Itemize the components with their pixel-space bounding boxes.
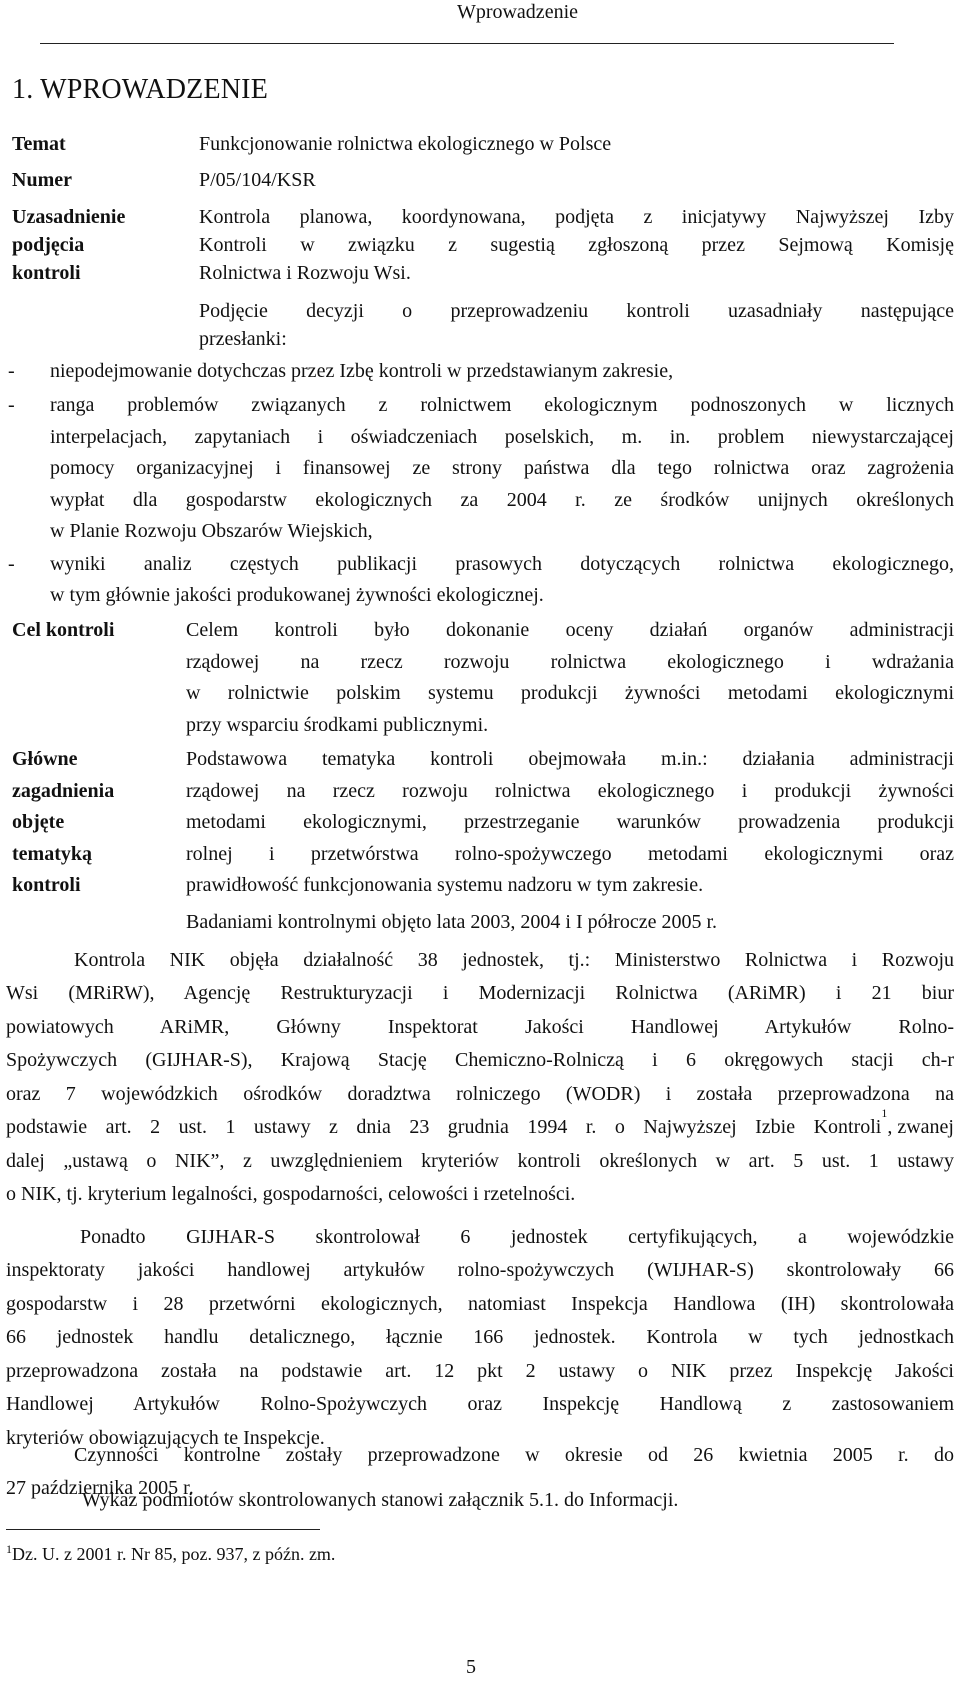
- topic-row: [12, 130, 954, 158]
- footnote-marker: 1: [6, 1542, 12, 1556]
- paragraph-line: przeprowadzona została na podstawie art. 12 pkt 2 ustawy o NIK przez Inspekcję Jakości: [6, 1360, 954, 1382]
- bullet-line: ranga problemów związanych z rolnictwem ekologicznym podnoszonych w licznych: [50, 394, 954, 416]
- bullet-line: interpelacjach, zapytaniach i oświadczeniach poselskich, m. in. problem niewystarczającej: [50, 426, 954, 448]
- paragraph-line: Handlowej Artykułów Rolno-Spożywczych oraz Inspekcję Handlową z zastosowaniem: [6, 1393, 954, 1415]
- paragraph-line: Czynności kontrolne zostały przeprowadzone w okresie od 26 kwietnia 2005 r. do: [74, 1444, 954, 1466]
- paragraph-4: Wykaz podmiotów skontrolowanych stanowi załącznik 5.1. do Informacji.: [82, 1489, 679, 1511]
- scope-label-line: Główne: [12, 748, 78, 770]
- scope-label-line: objęte: [12, 811, 65, 833]
- paragraph-line: Spożywczych (GIJHAR-S), Krajową Stację Chemiczno-Rolniczą i 6 okręgowych stacji ch-r: [6, 1049, 954, 1071]
- header-rule: [40, 43, 894, 44]
- justification-label-line: kontroli: [12, 262, 81, 284]
- premises-text-line: przesłanki:: [199, 328, 287, 350]
- bullet-line: wypłat dla gospodarstw ekologicznych za 2004 r. ze środków unijnych określonych: [50, 489, 954, 511]
- footnote-rule: [6, 1529, 320, 1530]
- scope-line: rządowej na rzecz rozwoju rolnictwa ekologicznego i produkcji żywności: [186, 780, 954, 802]
- topic-label: Temat: [12, 133, 66, 155]
- footnote-text: Dz. U. z 2001 r. Nr 85, poz. 937, z późn. zm.: [12, 1544, 336, 1564]
- objective-line: przy wsparciu środkami publicznymi.: [186, 714, 489, 736]
- number-value: P/05/104/KSR: [199, 169, 316, 191]
- paragraph-line: dalej „ustawą o NIK”, z uwzględnieniem kryteriów kontroli określonych w art. 5 ust. 1 ustawy: [6, 1150, 954, 1172]
- bullet-line: w Planie Rozwoju Obszarów Wiejskich,: [50, 520, 373, 542]
- topic-value: Funkcjonowanie rolnictwa ekologicznego w Polsce: [199, 133, 612, 155]
- objective-line: w rolnictwie polskim systemu produkcji żywności metodami ekologicznymi: [186, 682, 954, 704]
- scope-label-line: kontroli: [12, 874, 81, 896]
- bullet-dash: -: [8, 553, 15, 575]
- scope-line: Podstawowa tematyka kontroli obejmowała m.in.: działania administracji: [186, 748, 954, 770]
- paragraph-line: Wsi (MRiRW), Agencję Restrukturyzacji i Modernizacji Rolnictwa (ARiMR) i 21 biur: [6, 982, 954, 1004]
- justification-text-line: Rolnictwa i Rozwoju Wsi.: [199, 262, 411, 284]
- paragraph-line: powiatowych ARiMR, Główny Inspektorat Jakości Handlowej Artykułów Rolno-: [6, 1016, 954, 1038]
- section-title: 1. WPROWADZENIE: [12, 74, 269, 105]
- paragraph-line-with-footnote: [6, 1106, 954, 1141]
- paragraph-line: Ponadto GIJHAR-S skontrolował 6 jednostek certyfikujących, a wojewódzkie: [80, 1226, 954, 1248]
- justification-text-line: Kontrola planowa, koordynowana, podjęta z inicjatywy Najwyższej Izby: [199, 206, 954, 228]
- footnote-ref: 1: [881, 1106, 888, 1120]
- paragraph-line: kryteriów obowiązujących te Inspekcje.: [6, 1427, 325, 1449]
- scope-period: Badaniami kontrolnymi objęto lata 2003, 2004 i I półrocze 2005 r.: [186, 911, 718, 933]
- paragraph-line: gospodarstw i 28 przetwórni ekologicznych, natomiast Inspekcja Handlowa (IH) skontrolowała: [6, 1293, 954, 1315]
- scope-line: metodami ekologicznymi, przestrzeganie warunków prowadzenia produkcji: [186, 811, 954, 833]
- paragraph-line: 27 października 2005 r.: [6, 1477, 194, 1499]
- running-head-text: Wprowadzenie: [456, 1, 578, 23]
- footnote: [6, 1541, 335, 1567]
- scope-line: rolnej i przetwórstwa rolno-spożywczego metodami ekologicznymi oraz: [186, 843, 954, 865]
- objective-label: Cel kontroli: [12, 619, 115, 641]
- scope-label-line: zagadnienia: [12, 780, 115, 802]
- bullet-line: niepodejmowanie dotychczas przez Izbę kontroli w przedstawianym zakresie,: [50, 360, 674, 382]
- bullet-line: pomocy organizacyjnej i finansowej ze strony państwa dla tego rolnictwa oraz zagrożenia: [50, 457, 954, 479]
- page-number: 5: [466, 1656, 476, 1678]
- scope-label-line: tematyką: [12, 843, 92, 865]
- paragraph-line: podstawie art. 2 ust. 1 ustawy z dnia 23 grudnia 1994 r. o Najwyższej Izbie Kontroli: [6, 1116, 882, 1138]
- paragraph-line: inspektoraty jakości handlowej artykułów rolno-spożywczych (WIJHAR-S) skontrolowały 66: [6, 1259, 954, 1281]
- objective-line: rządowej na rzecz rozwoju rolnictwa ekologicznego i wdrażania: [186, 651, 954, 673]
- justification-text-line: Kontroli w związku z sugestią zgłoszoną przez Sejmową Komisję: [199, 234, 954, 256]
- paragraph-line: 66 jednostek handlu detalicznego, łącznie 166 jednostek. Kontrola w tych jednostkach: [6, 1326, 954, 1348]
- objective-line: Celem kontroli było dokonanie oceny działań organów administracji: [186, 619, 954, 641]
- premises-text-line: Podjęcie decyzji o przeprowadzeniu kontroli uzasadniały następujące: [199, 300, 954, 322]
- bullet-line: w tym głównie jakości produkowanej żywności ekologicznej.: [50, 584, 544, 606]
- paragraph-line: Kontrola NIK objęła działalność 38 jednostek, tj.: Ministerstwo Rolnictwa i Rozwoju: [74, 949, 954, 971]
- paragraph-line: o NIK, tj. kryterium legalności, gospodarności, celowości i rzetelności.: [6, 1183, 576, 1205]
- justification-label-line: podjęcia: [12, 234, 85, 256]
- number-row: [12, 166, 954, 194]
- paragraph-line: , zwanej: [887, 1116, 954, 1138]
- bullet-dash: -: [8, 394, 15, 416]
- bullet-line: wyniki analiz częstych publikacji prasowych dotyczących rolnictwa ekologicznego,: [50, 553, 954, 575]
- number-label: Numer: [12, 169, 72, 191]
- justification-label-line: Uzasadnienie: [12, 206, 126, 228]
- paragraph-line: oraz 7 wojewódzkich ośrodków doradztwa rolniczego (WODR) i została przeprowadzona na: [6, 1083, 954, 1105]
- scope-line: prawidłowość funkcjonowania systemu nadzoru w tym zakresie.: [186, 874, 704, 896]
- running-head: [40, 0, 894, 40]
- bullet-dash: -: [8, 360, 15, 382]
